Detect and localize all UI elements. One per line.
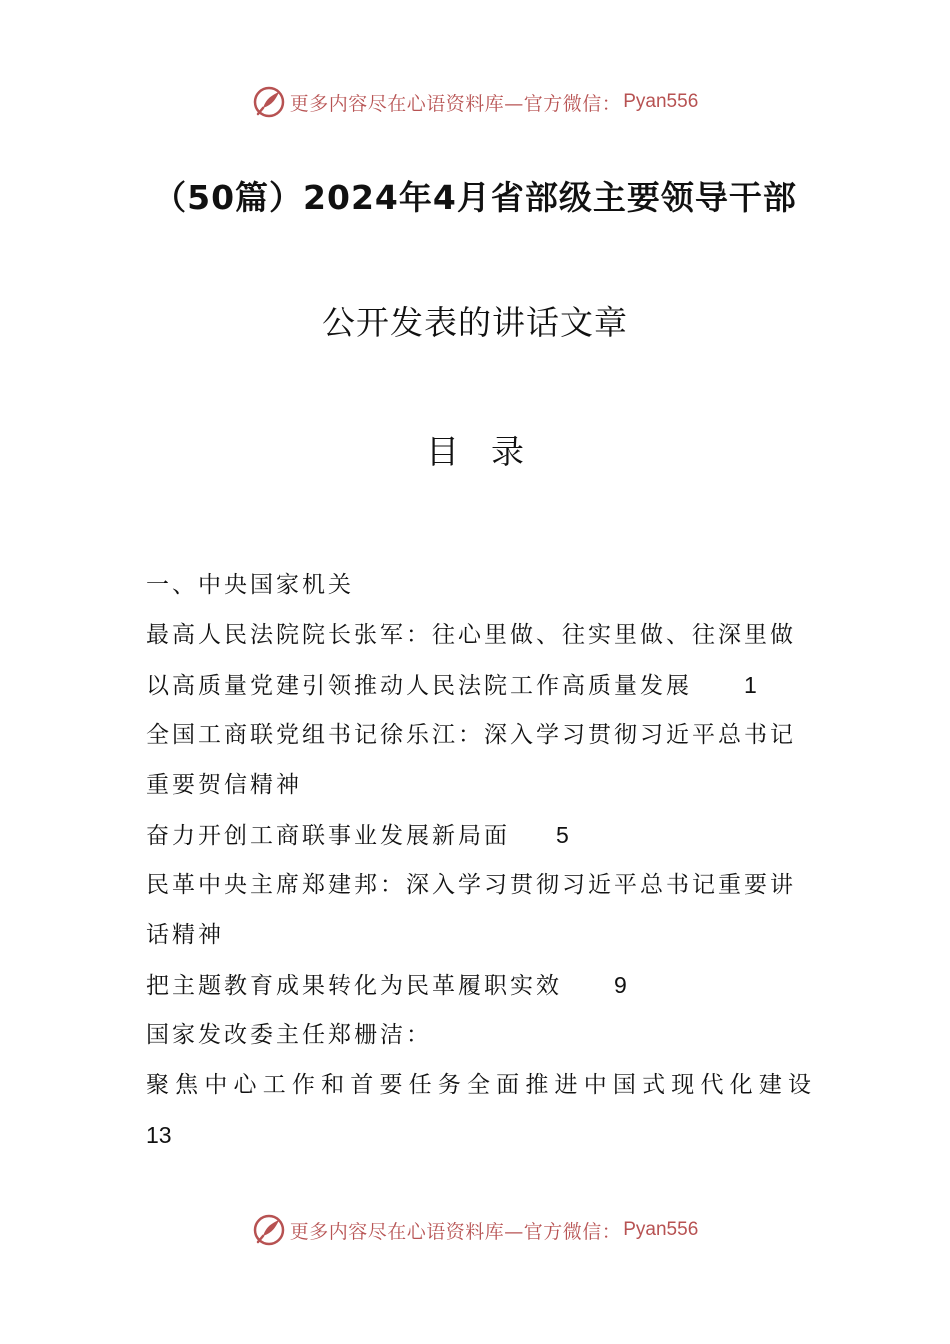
- toc-entry-line: 重要贺信精神: [146, 772, 302, 798]
- toc-page-number: 9: [614, 972, 627, 998]
- toc-entry-line: [146, 1110, 811, 1160]
- toc-heading: 目录: [426, 432, 556, 471]
- watermark-bottom: [0, 1210, 950, 1250]
- document-title-line-2: 公开发表的讲话文章: [322, 303, 628, 342]
- quill-logo-icon: [252, 1213, 286, 1247]
- quill-logo-icon: [252, 85, 286, 119]
- watermark-text: 更多内容尽在心语资料库—官方微信：: [289, 1220, 622, 1243]
- toc-entry-line: [146, 960, 811, 1010]
- toc-entry-line: 话精神: [146, 922, 224, 948]
- toc-entry-text: 以高质量党建引领推动人民法院工作高质量发展: [146, 673, 692, 699]
- toc-entry-text: 把主题教育成果转化为民革履职实效: [146, 973, 562, 999]
- toc-section-heading: 一、中央国家机关: [146, 572, 354, 598]
- toc-page-number: 13: [146, 1122, 172, 1148]
- toc-entry-text: 奋力开创工商联事业发展新局面: [146, 823, 510, 849]
- watermark-top: [0, 82, 950, 122]
- watermark-wechat-id: Pyan556: [623, 91, 699, 112]
- toc-entry-line: 民革中央主席郑建邦：深入学习贯彻习近平总书记重要讲: [146, 872, 796, 898]
- toc-entry-line: [146, 660, 811, 710]
- toc-entry-line: 国家发改委主任郑栅洁：: [146, 1022, 432, 1048]
- toc-page-number: 1: [744, 672, 757, 698]
- toc-entry-line: [146, 810, 811, 860]
- toc-entry-line: 聚焦中心工作和首要任务全面推进中国式现代化建设: [146, 1072, 811, 1098]
- table-of-contents: [146, 560, 811, 1160]
- watermark-wechat-id: Pyan556: [623, 1219, 699, 1240]
- toc-entry-line: 全国工商联党组书记徐乐江：深入学习贯彻习近平总书记: [146, 722, 796, 748]
- toc-entry-line: 最高人民法院院长张军：往心里做、往实里做、往深里做: [146, 622, 796, 648]
- toc-page-number: 5: [556, 822, 569, 848]
- document-title-line-1: （50篇）2024年4月省部级主要领导干部: [153, 178, 797, 217]
- watermark-text: 更多内容尽在心语资料库—官方微信：: [289, 92, 622, 115]
